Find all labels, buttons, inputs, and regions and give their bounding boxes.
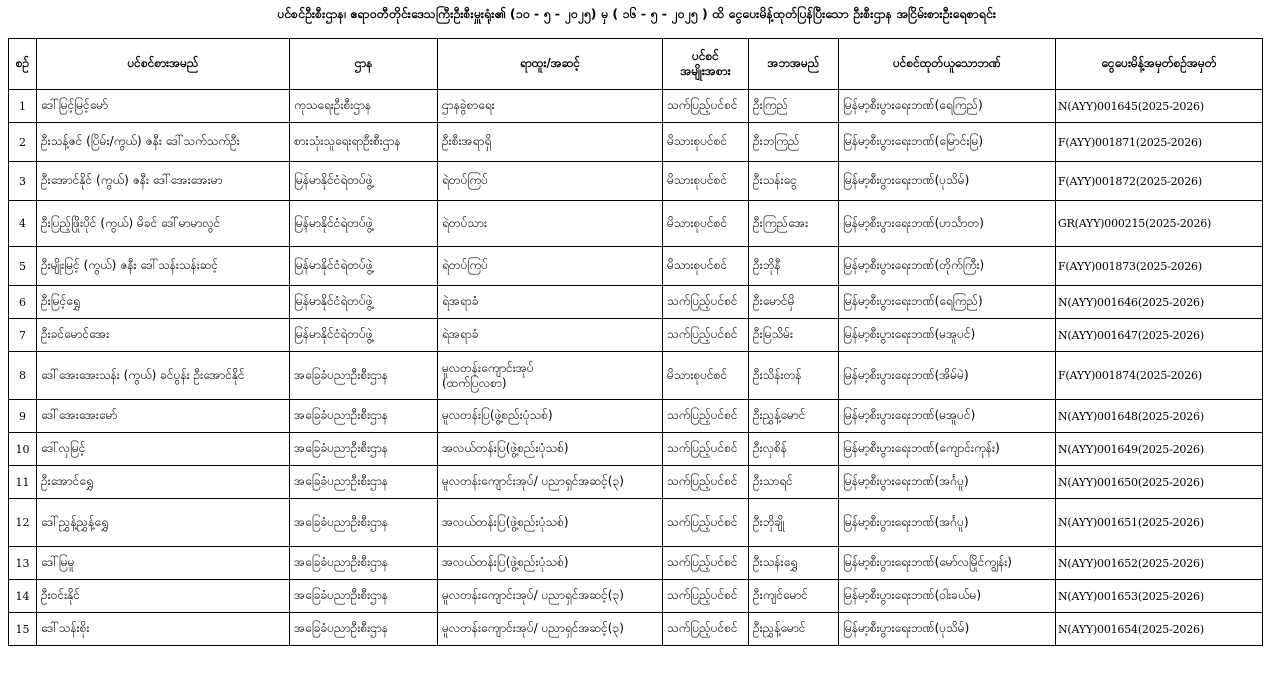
column-header-department: ဌာန (290, 39, 438, 90)
rank: မူလတန်းကျောင်းအုပ်/ ပညာရှင်အဆင့်(၃) (438, 613, 663, 646)
bank-branch: မြန်မာ့စီးပွားရေးဘဏ်(ပုသိမ်) (839, 613, 1056, 646)
table-row (9, 247, 1263, 286)
order-number: F(AYY)001874(2025-2026) (1056, 352, 1263, 400)
row-number: 7 (9, 319, 37, 352)
department: မြန်မာနိုင်ငံရဲတပ်ဖွဲ့ (290, 162, 438, 201)
department: အခြေခံပညာဦးစီးဌာန (290, 400, 438, 433)
department: မြန်မာနိုင်ငံရဲတပ်ဖွဲ့ (290, 319, 438, 352)
department: အခြေခံပညာဦးစီးဌာန (290, 466, 438, 499)
rank: ရဲအရာခံ (438, 286, 663, 319)
bank-branch: မြန်မာ့စီးပွားရေးဘဏ်(မအူပင်) (839, 319, 1056, 352)
table-row (9, 580, 1263, 613)
row-number: 6 (9, 286, 37, 319)
father-name: ဦးသာရင် (749, 466, 839, 499)
rank: ဦးစီးအရာရှိ (438, 123, 663, 162)
department: အခြေခံပညာဦးစီးဌာန (290, 547, 438, 580)
department: ကုသရေးဦးစီးဌာန (290, 90, 438, 123)
column-header-no: စဉ် (9, 39, 37, 90)
pensioner-name: ဦးအောင်ရွှေ (37, 466, 290, 499)
column-header-bank: ပင်စင်ထုတ်ယူသောဘဏ် (839, 39, 1056, 90)
pension-type: မိသားစုပင်စင် (663, 123, 749, 162)
bank-branch: မြန်မာ့စီးပွားရေးဘဏ်(ပုသိမ်) (839, 162, 1056, 201)
column-header-pension-type: ပင်စင် အမျိုးအစား (663, 39, 749, 90)
order-number: N(AYY)001647(2025-2026) (1056, 319, 1263, 352)
father-name: ဦးဘိုချို (749, 499, 839, 547)
row-number: 11 (9, 466, 37, 499)
row-number: 5 (9, 247, 37, 286)
bank-branch: မြန်မာ့စီးပွားရေးဘဏ်(ဝါးခယ်မ) (839, 580, 1056, 613)
column-header-rank: ရာထူး/အဆင့် (438, 39, 663, 90)
row-number: 13 (9, 547, 37, 580)
column-header-order-number: ငွေပေးမိန့်အမှတ်စဉ်အမှတ် (1056, 39, 1263, 90)
table-row (9, 547, 1263, 580)
pensioner-name: ဦးမျိုးမြင့် (ကွယ်) ဇနီး ဒေါ်သန်းသန်းဆင့် (37, 247, 290, 286)
table-row (9, 123, 1263, 162)
pensioner-name: ဦးပြည့်ဖြိုးပိုင် (ကွယ်) မိခင် ဒေါ်မာမာလွင် (37, 201, 290, 247)
row-number: 10 (9, 433, 37, 466)
row-number: 8 (9, 352, 37, 400)
pension-type: မိသားစုပင်စင် (663, 247, 749, 286)
father-name: ဦးသိန်းတန် (749, 352, 839, 400)
father-name: ဦးလှစိန် (749, 433, 839, 466)
pensioner-name: ဒေါ်လှမြင့် (37, 433, 290, 466)
pension-type: သက်ပြည့်ပင်စင် (663, 580, 749, 613)
father-name: ဦးဘကြည် (749, 123, 839, 162)
department: အခြေခံပညာဦးစီးဌာန (290, 580, 438, 613)
row-number: 3 (9, 162, 37, 201)
rank: ရဲတပ်သား (438, 201, 663, 247)
father-name: ဦးမောင်မှိ (749, 286, 839, 319)
table-row (9, 352, 1263, 400)
father-name: ဦးမြသိမ်း (749, 319, 839, 352)
department: စားသုံးသူရေးရာဦးစီးဌာန (290, 123, 438, 162)
pensioner-name: ဦးအောင်နိုင် (ကွယ်) ဇနီး ဒေါ်အေးအေးမာ (37, 162, 290, 201)
pension-type: သက်ပြည့်ပင်စင် (663, 613, 749, 646)
pensioner-name: ဒေါ်သန်းစိုး (37, 613, 290, 646)
column-header-name: ပင်စင်စားအမည် (37, 39, 290, 90)
father-name: ဦးကြည်အေး (749, 201, 839, 247)
bank-branch: မြန်မာ့စီးပွားရေးဘဏ်(အင်္ဂပူ) (839, 499, 1056, 547)
order-number: N(AYY)001652(2025-2026) (1056, 547, 1263, 580)
father-name: ဦးကြည် (749, 90, 839, 123)
rank: ဌာနခွဲစာရေး (438, 90, 663, 123)
order-number: N(AYY)001646(2025-2026) (1056, 286, 1263, 319)
bank-branch: မြန်မာ့စီးပွားရေးဘဏ်(အိမ်မဲ) (839, 352, 1056, 400)
pension-type: သက်ပြည့်ပင်စင် (663, 286, 749, 319)
pensioner-name: ဒေါ်မြမူ (37, 547, 290, 580)
column-header-father: အဘအမည် (749, 39, 839, 90)
order-number: F(AYY)001873(2025-2026) (1056, 247, 1263, 286)
row-number: 1 (9, 90, 37, 123)
row-number: 9 (9, 400, 37, 433)
department: မြန်မာနိုင်ငံရဲတပ်ဖွဲ့ (290, 247, 438, 286)
rank: မူလတန်းပြ(ဖွဲ့စည်းပုံသစ်) (438, 400, 663, 433)
father-name: ဦးညွှန့်မောင် (749, 400, 839, 433)
order-number: N(AYY)001653(2025-2026) (1056, 580, 1263, 613)
pension-type: သက်ပြည့်ပင်စင် (663, 433, 749, 466)
rank: ရဲတပ်ကြပ် (438, 247, 663, 286)
department: မြန်မာနိုင်ငံရဲတပ်ဖွဲ့ (290, 201, 438, 247)
bank-branch: မြန်မာ့စီးပွားရေးဘဏ်(မြောင်းမြ) (839, 123, 1056, 162)
order-number: N(AYY)001650(2025-2026) (1056, 466, 1263, 499)
pensioner-name: ဦးသန့်ဇင် (ပြိမ်း/ကွယ်) ဇနီး ဒေါ်သက်သက်ဦး (37, 123, 290, 162)
bank-branch: မြန်မာ့စီးပွားရေးဘဏ်(မအူပင်) (839, 400, 1056, 433)
bank-branch: မြန်မာ့စီးပွားရေးဘဏ်(ရေကြည်) (839, 286, 1056, 319)
table-row (9, 90, 1263, 123)
pensioner-name: ဦးမြင့်ရွှေ (37, 286, 290, 319)
rank: အလယ်တန်းပြ(ဖွဲ့စည်းပုံသစ်) (438, 499, 663, 547)
department: အခြေခံပညာဦးစီးဌာန (290, 433, 438, 466)
department: အခြေခံပညာဦးစီးဌာန (290, 352, 438, 400)
pension-type: သက်ပြည့်ပင်စင် (663, 400, 749, 433)
pensioner-name: ဒေါ်အေးအေးသန်း (ကွယ်) ခင်ပွန်း ဦးအောင်နိုင် (37, 352, 290, 400)
order-number: N(AYY)001649(2025-2026) (1056, 433, 1263, 466)
pension-type: သက်ပြည့်ပင်စင် (663, 547, 749, 580)
rank: မူလတန်းကျောင်းအုပ်/ ပညာရှင်အဆင့်(၃) (438, 466, 663, 499)
rank: ရဲအရာခံ (438, 319, 663, 352)
pensioner-name: ဦးခင်မောင်အေး (37, 319, 290, 352)
rank: အလယ်တန်းပြ(ဖွဲ့စည်းပုံသစ်) (438, 433, 663, 466)
pension-type: သက်ပြည့်ပင်စင် (663, 319, 749, 352)
document-title: ပင်စင်ဦးစီးဌာန၊ ဧရာဝတီတိုင်းဒေသကြီးဦးစီးမှူးရုံး၏ (၁၀ - ၅ - ၂၀၂၅) မှ ( ၁၆ - ၅ - ၂၀၂၅ ) ထိ ငွေပေးမိန့်ထုတ်ပြန်ပြီးသော ဦးစီးဌာန အငြိမ်းစားဦးရေစာရင်း (276, 6, 997, 21)
rank: အလယ်တန်းပြ(ဖွဲ့စည်းပုံသစ်) (438, 547, 663, 580)
father-name: ဦးကျင်မောင် (749, 580, 839, 613)
order-number: GR(AYY)000215(2025-2026) (1056, 201, 1263, 247)
pension-type: သက်ပြည့်ပင်စင် (663, 466, 749, 499)
table-row (9, 466, 1263, 499)
bank-branch: မြန်မာ့စီးပွားရေးဘဏ်(မော်လမြိုင်ကျွန်း) (839, 547, 1056, 580)
pension-type: မိသားစုပင်စင် (663, 162, 749, 201)
pension-type: သက်ပြည့်ပင်စင် (663, 499, 749, 547)
bank-branch: မြန်မာ့စီးပွားရေးဘဏ်(ကျောင်းကုန်း) (839, 433, 1056, 466)
rank: မူလတန်းကျောင်းအုပ် (ထက်ပြလစာ) (438, 352, 663, 400)
table-row (9, 201, 1263, 247)
pensioner-name: ဦးဝင်းနိုင် (37, 580, 290, 613)
department: အခြေခံပညာဦးစီးဌာန (290, 613, 438, 646)
pensioner-name: ဒေါ်အေးအေးမော် (37, 400, 290, 433)
order-number: N(AYY)001648(2025-2026) (1056, 400, 1263, 433)
pensioner-name: ဒေါ်မြင့်မြင့်မော် (37, 90, 290, 123)
bank-branch: မြန်မာ့စီးပွားရေးဘဏ်(တိုက်ကြီး) (839, 247, 1056, 286)
order-number: F(AYY)001872(2025-2026) (1056, 162, 1263, 201)
order-number: N(AYY)001651(2025-2026) (1056, 499, 1263, 547)
row-number: 2 (9, 123, 37, 162)
table-row (9, 286, 1263, 319)
rank: ရဲတပ်ကြပ် (438, 162, 663, 201)
table-row (9, 499, 1263, 547)
father-name: ဦးသန်းရွှေ (749, 547, 839, 580)
table-row (9, 613, 1263, 646)
father-name: ဦးဘိုနီ (749, 247, 839, 286)
table-row (9, 400, 1263, 433)
pension-type: သက်ပြည့်ပင်စင် (663, 90, 749, 123)
bank-branch: မြန်မာ့စီးပွားရေးဘဏ်(ဟင်္သာတ) (839, 201, 1056, 247)
bank-branch: မြန်မာ့စီးပွားရေးဘဏ်(ရေကြည်) (839, 90, 1056, 123)
table-row (9, 319, 1263, 352)
pension-table (8, 38, 1263, 646)
order-number: F(AYY)001871(2025-2026) (1056, 123, 1263, 162)
pensioner-name: ဒေါ်ညွှန့်ညွှန့်ရွှေ (37, 499, 290, 547)
row-number: 15 (9, 613, 37, 646)
table-row (9, 162, 1263, 201)
order-number: N(AYY)001654(2025-2026) (1056, 613, 1263, 646)
pension-type: မိသားစုပင်စင် (663, 352, 749, 400)
bank-branch: မြန်မာ့စီးပွားရေးဘဏ်(အင်္ဂပူ) (839, 466, 1056, 499)
order-number: N(AYY)001645(2025-2026) (1056, 90, 1263, 123)
father-name: ဦးသန်းငွေ (749, 162, 839, 201)
department: မြန်မာနိုင်ငံရဲတပ်ဖွဲ့ (290, 286, 438, 319)
table-row (9, 433, 1263, 466)
row-number: 4 (9, 201, 37, 247)
row-number: 14 (9, 580, 37, 613)
table-header-row (9, 39, 1263, 90)
pension-type: မိသားစုပင်စင် (663, 201, 749, 247)
father-name: ဦးညွှန့်မောင် (749, 613, 839, 646)
department: အခြေခံပညာဦးစီးဌာန (290, 499, 438, 547)
rank: မူလတန်းကျောင်းအုပ်/ ပညာရှင်အဆင့်(၃) (438, 580, 663, 613)
row-number: 12 (9, 499, 37, 547)
